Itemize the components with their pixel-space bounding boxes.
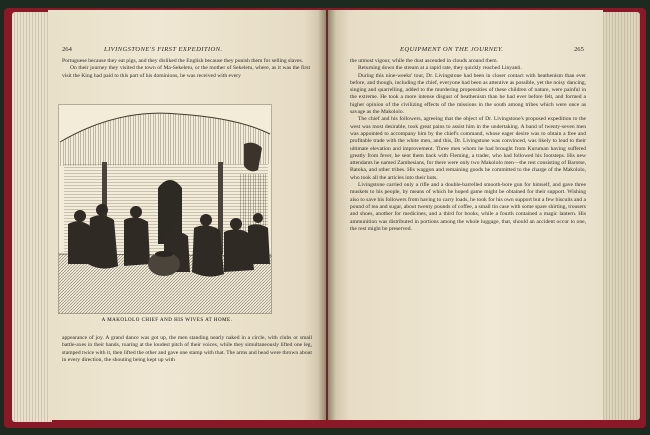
right-paragraph: Livingstone carried only a rifle and a double-barrelled smooth-bore gun for himself, and gave three muskets to his people, by means of which he hoped game might be obtained for their support. Wishing also to save his followers from having to carry loads, he took for his own support but a few biscuits and a pound of tea and sugar, about twenty pounds of coffee, a small tin case with some spare shirting, trousers and shoes, another for medicines, and a third for books, while a fourth contained a magic lantern. His ammunition was distributed in portions among the whole luggage, that, should an accident occur to one, the rest might be preserved. [350,182,586,232]
right-paragraph: The chief and his followers, agreeing that the object of Dr. Livingstone's proposed expedition to the west was most desirable, took great pains to assist him in the undertaking. A band of twenty-seven men was appointed to accompany him by the chief's command, whose eager desire was to obtain a free and profitable trade with the white men, and this, Dr. Livingstone was convinced, was likely to lead to their ultimate elevation and improvement. Three men whom he had brought from Kuruman having suffered greatly from fever, he sent them back with Fleming, a trader, who had followed his footsteps. His new attendants he named Zambesians, for there were only two Makololo men—the rest consisting of Barotse, Batoka, and other tribes. His waggon and remaining goods he committed to the charge of the Makololo, who took all the articles into their huts. [350,116,586,181]
page-edges-left [12,12,52,422]
page-edges-right [598,12,640,420]
left-paragraph: appearance of joy. A grand dance was got up, the men standing nearly naked in a circle, with clubs or small battle-axes in their hands, roaring at the loudest pitch of their voices, while they simultaneously lifted one leg, stamped twice with it, then lifted the other and gave one stamp with that. The arms and head were thrown about in every direction, the shouting being kept up with [62,335,312,363]
left-top-text [62,58,310,80]
right-running-head: EQUIPMENT ON THE JOURNEY. [400,46,504,53]
right-paragraph: the utmost vigour, while the dust ascended in clouds around them. [350,58,498,64]
left-paragraph: Portuguese because they eat pigs, and they disliked the English because they punish them for selling slaves. [62,58,304,64]
left-running-head: LIVINGSTONE'S FIRST EXPEDITION. [104,46,223,53]
engraving-drawing [58,104,272,314]
illustration-caption: A MAKOLOLO CHIEF AND HIS WIVES AT HOME. [101,318,233,323]
right-text [350,58,586,233]
left-bottom-text [62,335,312,364]
right-page [328,10,603,420]
engraving-illustration [58,104,272,314]
right-paragraph: Returning down the stream at a rapid rate, they quickly reached Linyanti. [358,65,522,72]
right-page-number: 265 [574,46,584,53]
left-page-number: 264 [62,46,72,53]
left-paragraph: On their journey they visited the town of Ma-Sekeletu, or the mother of Sekeletu, where, as it was the first visit the King had paid to this part of his dominions, he was received with every [62,65,310,79]
right-paragraph: During this nine-weeks' tour, Dr. Livingstone had been in closer contact with heathenism than ever before, and though, including the chief, everyone had been as attentive as possible, yet the noisy dancing, singing and quarrelling, added to the murdering propensities of these children of nature, were painful in the extreme. He took a more intense disgust of heathenism than he had ever before felt, and formed a higher opinion of the civilizing effects of the missions in the south among tribes which were once as savage as the Makololo. [350,72,586,116]
book-gutter [318,10,336,420]
